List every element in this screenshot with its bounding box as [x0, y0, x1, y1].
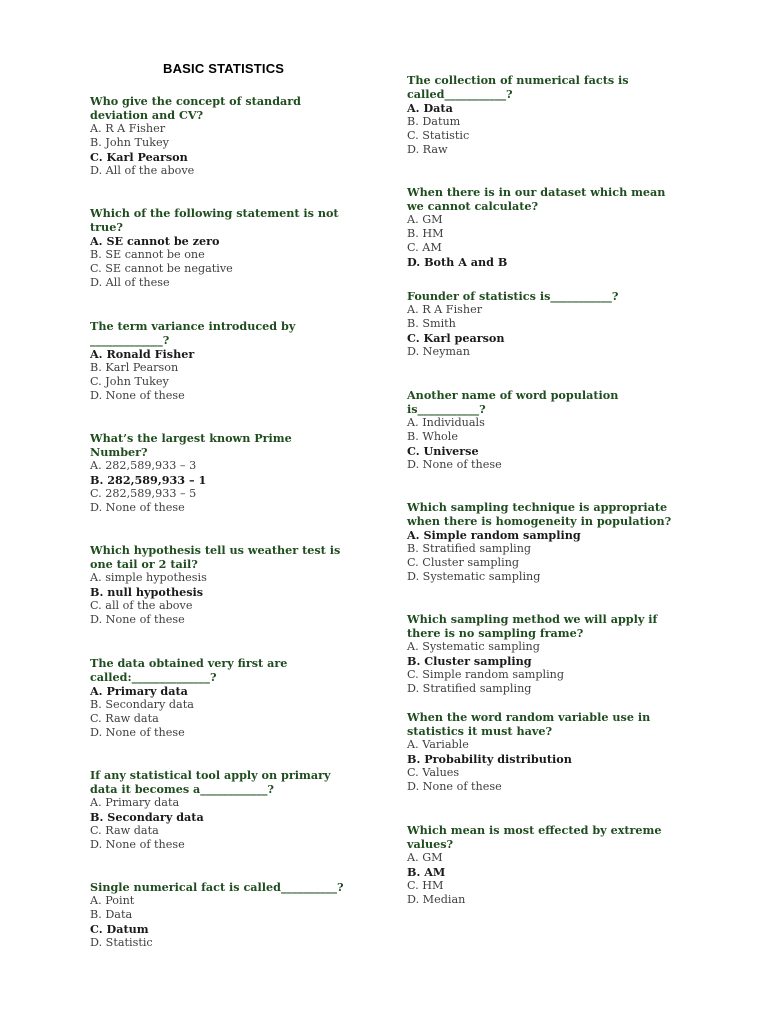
question-text: Which sampling method we will apply if — [407, 612, 658, 626]
question-block — [407, 185, 665, 269]
question-text: Which sampling technique is appropriate — [407, 500, 668, 514]
answer-option: D. Statistic — [90, 936, 153, 949]
correct-answer-option: B. Probability distribution — [407, 752, 572, 766]
question-text: when there is homogeneity in population? — [407, 514, 672, 528]
answer-option: A. Variable — [407, 738, 469, 751]
question-text: Which mean is most effected by extreme — [407, 823, 662, 837]
question-block — [90, 656, 287, 740]
question-text: statistics it must have? — [407, 724, 553, 738]
answer-option: C. 282,589,933 – 5 — [90, 487, 197, 500]
answer-option: A. GM — [407, 851, 443, 864]
answer-option: A. Point — [90, 894, 135, 907]
answer-option: B. Karl Pearson — [90, 361, 179, 374]
question-text: data it becomes a____________? — [90, 782, 274, 796]
correct-answer-option: C. Universe — [407, 444, 479, 458]
question-text: called:______________? — [90, 670, 217, 684]
answer-option: D. None of these — [90, 389, 185, 402]
document-title: BASIC STATISTICS — [163, 61, 285, 76]
question-text: If any statistical tool apply on primary — [90, 768, 331, 782]
question-text: Which hypothesis tell us weather test is — [90, 543, 341, 557]
answer-option: D. None of these — [90, 501, 185, 514]
question-text: When the word random variable use in — [407, 710, 651, 724]
correct-answer-option: A. SE cannot be zero — [90, 234, 220, 248]
answer-option: D. None of these — [407, 780, 502, 793]
question-text: Who give the concept of standard — [90, 94, 301, 108]
correct-answer-option: C. Karl Pearson — [90, 150, 188, 164]
correct-answer-option: B. null hypothesis — [90, 585, 204, 599]
answer-option: C. Statistic — [407, 129, 470, 142]
answer-option: A. Individuals — [407, 416, 485, 429]
question-block — [407, 612, 657, 696]
question-text: When there is in our dataset which mean — [407, 185, 666, 199]
question-text: The collection of numerical facts is — [407, 73, 629, 87]
question-block — [90, 768, 331, 852]
answer-option: B. Data — [90, 908, 133, 921]
answer-option: A. 282,589,933 – 3 — [90, 459, 197, 472]
question-text: true? — [90, 220, 123, 234]
question-text: Another name of word population — [407, 388, 619, 402]
answer-option: C. Cluster sampling — [407, 556, 520, 569]
answer-option: A. simple hypothesis — [90, 571, 207, 584]
question-block — [407, 823, 662, 907]
answer-option: D. Neyman — [407, 345, 470, 358]
answer-option: B. Stratified sampling — [407, 542, 532, 555]
answer-option: C. SE cannot be negative — [90, 262, 233, 275]
question-block — [407, 710, 650, 794]
question-text: is___________? — [407, 402, 486, 416]
answer-option: B. Smith — [407, 317, 456, 330]
answer-option: D. Systematic sampling — [407, 570, 541, 583]
answer-option: A. R A Fisher — [407, 303, 483, 316]
answer-option: B. HM — [407, 227, 444, 240]
question-text: The term variance introduced by — [90, 319, 296, 333]
answer-option: C. AM — [407, 241, 442, 254]
answer-option: C. Values — [407, 766, 460, 779]
answer-option: B. SE cannot be one — [90, 248, 205, 261]
answer-option: D. None of these — [90, 838, 185, 851]
correct-answer-option: C. Karl pearson — [407, 331, 505, 345]
answer-option: C. Raw data — [90, 712, 159, 725]
answer-option: A. Systematic sampling — [407, 640, 540, 653]
answer-option: B. Datum — [407, 115, 461, 128]
answer-option: D. All of these — [90, 276, 170, 289]
question-text: Single numerical fact is called__________? — [90, 880, 344, 894]
question-block — [90, 543, 340, 627]
question-text: Founder of statistics is___________? — [407, 289, 619, 303]
correct-answer-option: A. Ronald Fisher — [90, 347, 195, 361]
question-block — [407, 289, 618, 359]
correct-answer-option: A. Data — [407, 101, 453, 115]
question-text: deviation and CV? — [90, 108, 204, 122]
question-block — [90, 431, 292, 515]
answer-option: D. Stratified sampling — [407, 682, 532, 695]
answer-option: D. Raw — [407, 143, 448, 156]
correct-answer-option: B. Cluster sampling — [407, 654, 532, 668]
answer-option: D. None of these — [90, 726, 185, 739]
answer-option: C. Raw data — [90, 824, 159, 837]
question-text: _____________? — [90, 333, 170, 347]
question-text: one tail or 2 tail? — [90, 557, 198, 571]
answer-option: C. Simple random sampling — [407, 668, 565, 681]
correct-answer-option: C. Datum — [90, 922, 149, 936]
answer-option: A. Primary data — [90, 796, 180, 809]
answer-option: B. John Tukey — [90, 136, 169, 149]
answer-option: D. All of the above — [90, 164, 195, 177]
answer-option: B. Secondary data — [90, 698, 194, 711]
answer-option: C. HM — [407, 879, 444, 892]
correct-answer-option: D. Both A and B — [407, 255, 508, 269]
question-text: values? — [407, 837, 454, 851]
correct-answer-option: B. 282,589,933 – 1 — [90, 473, 207, 487]
question-block — [90, 94, 301, 178]
answer-option: D. Median — [407, 893, 466, 906]
answer-option: C. John Tukey — [90, 375, 169, 388]
question-block — [90, 206, 339, 290]
correct-answer-option: B. AM — [407, 865, 446, 879]
question-block — [90, 319, 295, 403]
answer-option: A. R A Fisher — [90, 122, 166, 135]
answer-option: D. None of these — [407, 458, 502, 471]
question-text: we cannot calculate? — [407, 199, 539, 213]
answer-option: A. GM — [407, 213, 443, 226]
question-text: Number? — [90, 445, 148, 459]
correct-answer-option: B. Secondary data — [90, 810, 204, 824]
answer-option: B. Whole — [407, 430, 458, 443]
question-block — [90, 880, 344, 950]
correct-answer-option: A. Simple random sampling — [407, 528, 581, 542]
question-text: called___________? — [407, 87, 513, 101]
question-text: What’s the largest known Prime — [90, 431, 292, 445]
question-block — [407, 500, 671, 584]
answer-option: D. None of these — [90, 613, 185, 626]
question-block — [407, 73, 629, 157]
question-block — [407, 388, 618, 472]
question-text: The data obtained very first are — [90, 656, 288, 670]
correct-answer-option: A. Primary data — [90, 684, 188, 698]
question-text: Which of the following statement is not — [90, 206, 339, 220]
question-text: there is no sampling frame? — [407, 626, 584, 640]
answer-option: C. all of the above — [90, 599, 193, 612]
